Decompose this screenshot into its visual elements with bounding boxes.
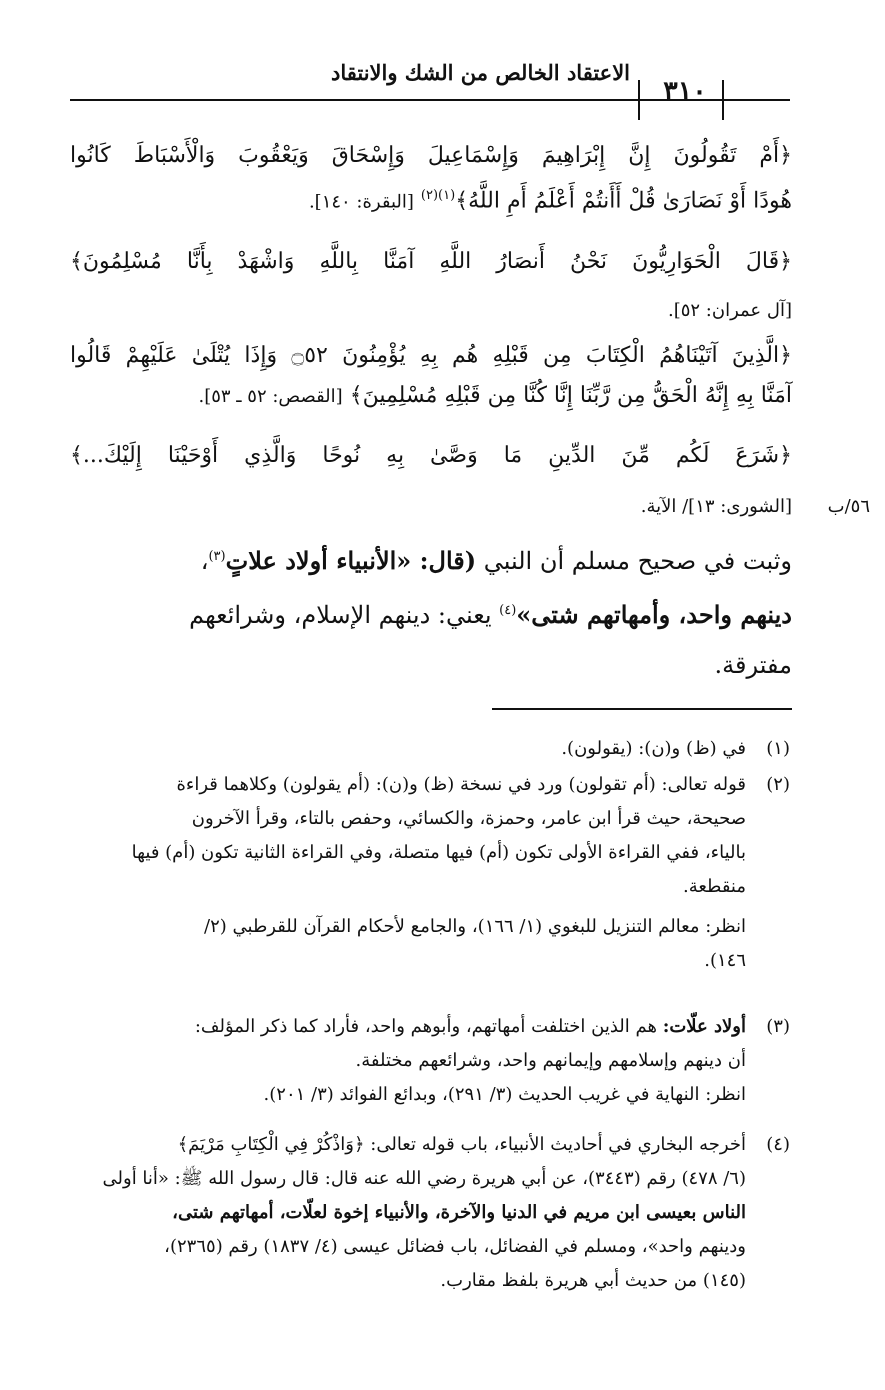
- page-number: ٣١٠: [663, 76, 707, 107]
- footnote-line: أن دينهم وإسلامهم وإيمانهم واحد، وشرائعهم مختلفة.: [355, 1050, 746, 1071]
- quran-verse-al-imran: [70, 242, 792, 282]
- footnote-number: (٤): [766, 1134, 790, 1155]
- manuscript-folio-marker: ٥٦/ب: [827, 496, 870, 517]
- footnote-line: ودينهم واحد»، ومسلم في الفضائل، باب فضائل عيسى (٤/ ١٨٣٧) رقم (٢٣٦٥)،: [164, 1236, 746, 1257]
- footnote-line: (٦/ ٤٧٨) رقم (٣٤٤٣)، عن أبي هريرة رضي الله عنه قال: قال رسول الله ﷺ: «أنا أولى: [102, 1168, 746, 1189]
- paragraph-line: مفترقة.: [714, 651, 792, 679]
- footnote-line: انظر: النهاية في غريب الحديث (٣/ ٢٩١)، وبدائع الفوائد (٣/ ٢٠١).: [263, 1084, 746, 1105]
- footnote-term: أولاد علّات:: [662, 1016, 746, 1037]
- footnote-line: قوله تعالى: (أم تقولون) ورد في نسخة (ظ) و(ن): (أم يقولون) وكلاهما قراءة: [176, 774, 746, 795]
- verse-line: ﴿أَمْ تَقُولُونَ إِنَّ إِبْرَاهِيمَ وَإِسْمَاعِيلَ وَإِسْحَاقَ وَيَعْقُوبَ وَالْأَسْبَاطَ كَانُوا: [70, 143, 792, 168]
- footnote-2: [72, 768, 790, 978]
- quran-verse-baqarah: [70, 136, 792, 222]
- hadith-quote: (قال: «الأنبياء أولاد علاتٍ: [225, 546, 477, 575]
- body-paragraph: [70, 532, 792, 690]
- footnote-number: (٣): [766, 1016, 790, 1037]
- verse-text: آمَنَّا بِهِ إِنَّهُ الْحَقُّ مِن رَّبِّنَا إِنَّا كُنَّا مِن قَبْلِهِ مُسْلِمِينَ﴾: [349, 383, 792, 408]
- footnote-1: [72, 732, 790, 766]
- footnote-line: الناس بعيسى ابن مريم في الدنيا والآخرة، والأنبياء إخوة لعلّات، أمهاتهم شتى،: [172, 1202, 746, 1223]
- footnote-separator: [492, 708, 792, 710]
- footnote-3: [72, 1010, 790, 1112]
- quran-verse-qasas: [70, 336, 792, 417]
- footnote-line: صحيحة، حيث قرأ ابن عامر، وحمزة، والكسائي، وحفص بالتاء، وقرأ الآخرون: [191, 808, 746, 829]
- footnote-line: ١٤٦).: [704, 950, 746, 971]
- footnote-line: منقطعة.: [683, 876, 746, 897]
- paragraph-line: دينهم واحد، وأمهاتهم شتى»$^{(٤)}$ يعني: دينهم الإسلام، وشرائعهم: [189, 600, 792, 629]
- header-rule: [70, 99, 790, 101]
- verse-line-with-ref: [70, 376, 792, 417]
- verse-reference: [البقرة: ١٤٠].: [308, 191, 414, 213]
- verse-line-with-ref: [70, 176, 792, 222]
- verse-line: ﴿قَالَ الْحَوَارِيُّونَ نَحْنُ أَنصَارُ اللَّهِ آمَنَّا بِاللَّهِ وَاشْهَدْ بِأَنَّا مُسْلِمُونَ﴾: [70, 249, 792, 274]
- footnote-number: (١): [766, 738, 790, 759]
- header-divider-left: [638, 80, 640, 120]
- footnote-line: (١٤٥) من حديث أبي هريرة بلفظ مقارب.: [440, 1270, 746, 1291]
- header-divider-right: [722, 80, 724, 120]
- verse-reference: [الشورى: ١٣]/ الآية.: [640, 496, 792, 517]
- paragraph-line: وثبت في صحيح مسلم أن النبي (قال: «الأنبياء أولاد علاتٍ$^{(٣)}$،: [200, 546, 792, 575]
- footnote-line: في (ظ) و(ن): (يقولون).: [561, 738, 746, 759]
- footnote-number: (٢): [766, 774, 790, 795]
- footnote-mark: (١)(٢): [420, 188, 456, 203]
- footnote-line: انظر: معالم التنزيل للبغوي (١/ ١٦٦)، والجامع لأحكام القرآن للقرطبي (٢/: [204, 916, 746, 937]
- hadith-quote: دينهم واحد، وأمهاتهم شتى»: [516, 600, 792, 629]
- verse-line: ﴿الَّذِينَ آتَيْنَاهُمُ الْكِتَابَ مِن قَبْلِهِ هُم بِهِ يُؤْمِنُونَ ۝٥٢ وَإِذَا يُتْلَىٰ عَلَيْهِمْ قَالُوا: [70, 343, 792, 368]
- running-header-title: الاعتقاد الخالص من الشك والانتقاد: [330, 60, 630, 85]
- footnote-line: أولاد علّات: هم الذين اختلفت أمهاتهم، وأبوهم واحد، فأراد كما ذكر المؤلف:: [194, 1016, 746, 1037]
- footnote-4: [72, 1128, 790, 1298]
- footnote-line: أخرجه البخاري في أحاديث الأنبياء، باب قوله تعالى: ﴿وَاذْكُرْ فِي الْكِتَابِ مَرْيَمَ﴾: [177, 1134, 746, 1155]
- quran-verse-shura: [70, 436, 792, 476]
- verse-line: ﴿شَرَعَ لَكُم مِّنَ الدِّينِ مَا وَصَّىٰ بِهِ نُوحًا وَالَّذِي أَوْحَيْنَا إِلَيْكَ...﴾: [70, 443, 792, 468]
- verse-reference: [آل عمران: ٥٢].: [667, 300, 792, 321]
- footnote-line: بالياء، ففي القراءة الأولى تكون (أم) فيها متصلة، وفي القراءة الثانية تكون (أم) فيها: [131, 842, 746, 863]
- footnote-mark: (٤): [499, 603, 517, 618]
- verse-reference: [القصص: ٥٢ ـ ٥٣].: [198, 386, 343, 407]
- footnote-mark: (٣): [208, 549, 226, 564]
- verse-text: هُودًا أَوْ نَصَارَىٰ قُلْ أَأَنتُمْ أَعْلَمُ أَمِ اللَّهُ﴾: [455, 188, 792, 214]
